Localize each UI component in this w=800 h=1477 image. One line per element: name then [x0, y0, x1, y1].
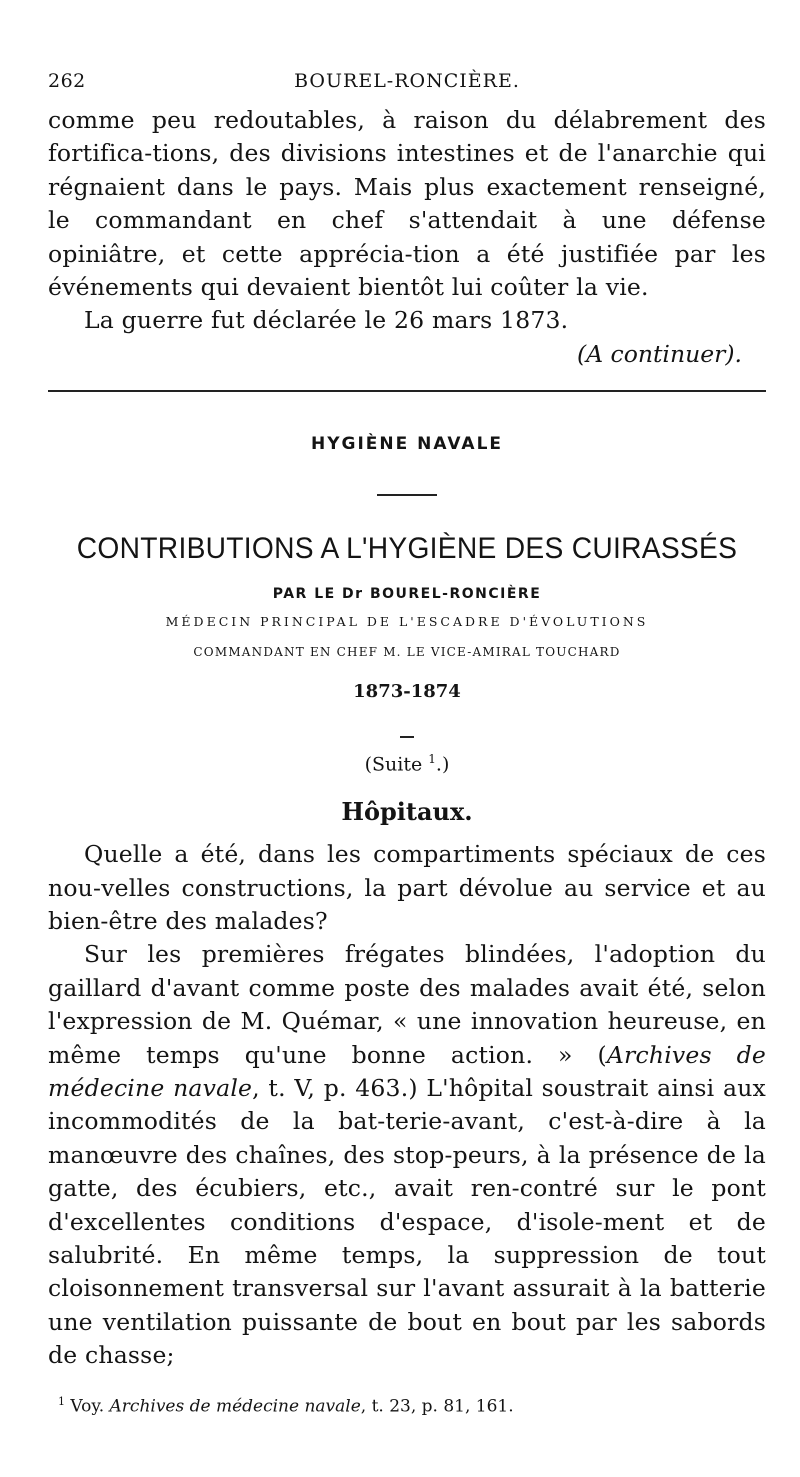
paragraph-2-part-b: , t. V, p. 463.) L'hôpital soustrait ainsi aux incommodités de la bat-terie-avant, c'est-à-dire à la manœuvre des chaînes, des stop-peurs, à la présence de la gatte, des écubiers, etc., avait ren-contré sur le pont d'excellentes conditions d'espace, d'isole-ment et de salubrité. En même temps, la suppression de tout cloisonnement transversal sur l'avant assurait à la batterie une ventilation puissante de bout en bout par les sabords de chasse; — [48, 1074, 766, 1370]
article-paragraph-1: Quelle a été, dans les compartiments spéciaux de ces nou-velles constructions, la part dévolue au service et au bien-être des malades? — [48, 840, 766, 935]
page-number: 262 — [48, 70, 86, 92]
short-dash — [400, 736, 414, 738]
article-byline: PAR LE Dr BOUREL-RONCIÈRE — [272, 585, 542, 602]
article-years: 1873-1874 — [353, 680, 461, 702]
footnote-mark: 1 — [58, 1394, 65, 1408]
suite-text: (Suite — [364, 753, 423, 776]
footnote — [48, 1395, 766, 1417]
author-command: COMMANDANT EN CHEF M. LE VICE-AMIRAL TOUCHARD — [193, 644, 621, 659]
footnote-voy: Voy. — [70, 1396, 105, 1417]
intro-paragraph: comme peu redoutables, à raison du délabrement des fortifica-tions, des divisions intestines et de l'anarchie qui régnaient dans le pays. Mais plus exactement renseigné, le commandant en chef s'attendait à une défense opiniâtre, et cette apprécia-tion a été justifiée par les événements qui devaient bientôt lui coûter la vie. — [48, 106, 766, 302]
paragraph-2-part-a: Sur les premières frégates blindées, l'adoption du gaillard d'avant comme poste des malades avait été, selon l'expression de M. Quémar, « une innovation heureuse, en même temps qu'une bonne action. » ( — [48, 940, 766, 1069]
suite-note — [48, 752, 766, 775]
article-paragraph-2 — [48, 938, 766, 1372]
footnote-citation: Archives de médecine navale — [109, 1396, 361, 1417]
article-title: CONTRIBUTIONS A L'HYGIÈNE DES CUIRASSÉS — [76, 531, 738, 565]
continuation-note: (A continuer). — [576, 339, 742, 368]
section-divider — [48, 390, 766, 392]
subheading: Hôpitaux. — [341, 797, 473, 827]
running-title: BOUREL-RONCIÈRE. — [294, 70, 520, 92]
short-rule — [377, 494, 437, 496]
page — [48, 70, 766, 1416]
suite-footnote-mark: 1 — [428, 751, 436, 766]
footnote-rest: , t. 23, p. 81, 161. — [360, 1396, 514, 1417]
section-label: HYGIÈNE NAVALE — [310, 433, 504, 454]
paragraph-2-citation: Archives de médecine navale — [48, 1040, 766, 1103]
author-role: MÉDECIN PRINCIPAL DE L'ESCADRE D'ÉVOLUTIONS — [165, 613, 649, 629]
running-head — [48, 70, 766, 104]
war-declaration: La guerre fut déclarée le 26 mars 1873. — [84, 306, 569, 335]
suite-close: .) — [435, 753, 450, 776]
